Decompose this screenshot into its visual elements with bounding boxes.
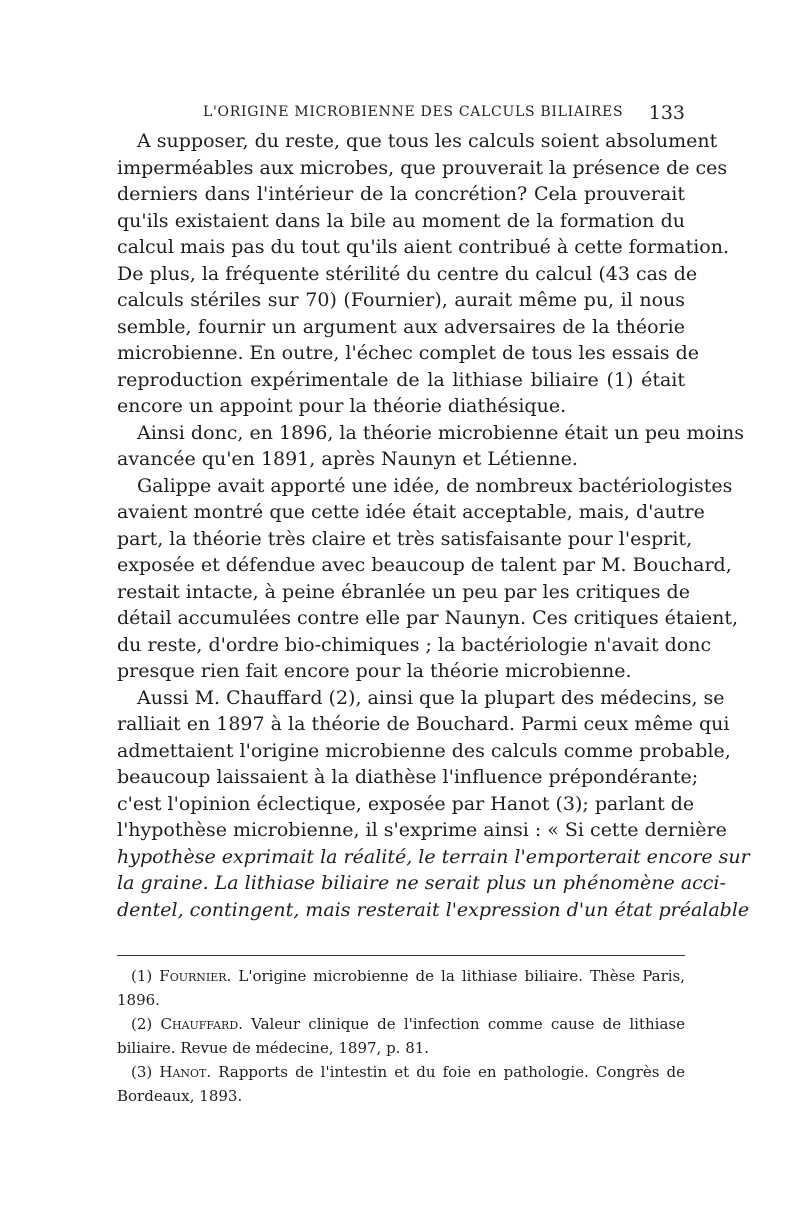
running-head	[117, 102, 685, 128]
footnotes	[117, 964, 685, 1108]
footnote-author: Hanot	[159, 1063, 207, 1081]
footnote-continuation: Bordeaux, 1893.	[117, 1087, 243, 1105]
text-line: la graine. La lithiase biliaire ne serait plus un phénomène acci-	[117, 872, 726, 894]
footnote-text: . Rapports de l'intestin et du foie en pathologie. Congrès de	[206, 1063, 685, 1081]
text-line: qu'ils existaient dans la bile au moment de la formation du	[117, 209, 685, 232]
text-line: admettaient l'origine microbienne des calculs comme probable,	[117, 739, 731, 762]
text-line: Galippe avait apporté une idée, de nombreux bactériologistes	[137, 474, 733, 497]
text-line: c'est l'opinion éclectique, exposée par Hanot (3); parlant de	[117, 792, 695, 815]
text-line: microbienne. En outre, l'échec complet de tous les essais de	[117, 342, 700, 364]
text-line: hypothèse exprimait la réalité, le terrain l'emporterait encore sur	[117, 845, 750, 868]
text-line: beaucoup laissaient à la diathèse l'influence prépondérante;	[117, 766, 699, 788]
page-number: 133	[648, 102, 685, 124]
text-line: restait intacte, à peine ébranlée un peu par les critiques de	[117, 580, 690, 603]
footnote-continuation: 1896.	[117, 991, 160, 1009]
text-line: encore un appoint pour la théorie diathésique.	[117, 395, 567, 417]
running-title: L'ORIGINE MICROBIENNE DES CALCULS BILIAIRES	[203, 104, 624, 120]
text-line: part, la théorie très claire et très satisfaisante pour l'esprit,	[117, 527, 693, 550]
text-line: calcul mais pas du tout qu'ils aient contribué à cette formation.	[117, 236, 730, 258]
text-line: ralliait en 1897 à la théorie de Bouchard. Parmi ceux même qui	[117, 713, 730, 735]
text-line: calculs stériles sur 70) (Fournier), aurait même pu, il nous	[117, 289, 685, 311]
text-line: exposée et défendue avec beaucoup de talent par M. Bouchard,	[117, 554, 732, 576]
text-line: De plus, la fréquente stérilité du centre du calcul (43 cas de	[117, 262, 698, 285]
footnote-author: Chauffard	[160, 1015, 239, 1033]
footnote-number: (2)	[131, 1015, 153, 1033]
footnote-number: (3)	[131, 1063, 153, 1081]
footnote-1	[117, 964, 685, 988]
text-line: reproduction expérimentale de la lithiase biliaire (1) était	[117, 368, 685, 391]
text-line: dentel, contingent, mais resterait l'expression d'un état préalable	[117, 898, 750, 921]
text-line: détail accumulées contre elle par Naunyn. Ces critiques étaient,	[117, 607, 739, 629]
text-line: l'hypothèse microbienne, il s'exprime ainsi : « Si cette dernière	[117, 819, 727, 841]
footnote-number: (1)	[131, 967, 153, 985]
footnote-3	[117, 1060, 685, 1084]
text-line: imperméables aux microbes, que prouverait la présence de ces	[117, 156, 728, 179]
text-line: du reste, d'ordre bio-chimiques ; la bactériologie n'avait donc	[117, 633, 712, 656]
text-line: Aussi M. Chauffard (2), ainsi que la plupart des médecins, se	[137, 686, 725, 709]
footnote-rule	[117, 955, 685, 956]
footnote-text: . Valeur clinique de l'infection comme cause de lithiase	[238, 1015, 685, 1033]
text-line: Ainsi donc, en 1896, la théorie microbienne était un peu moins	[137, 421, 745, 444]
body-text	[117, 128, 750, 923]
text-line: presque rien fait encore pour la théorie microbienne.	[117, 660, 632, 682]
text-line: semble, fournir un argument aux adversaires de la théorie	[117, 315, 685, 338]
footnote-continuation: biliaire. Revue de médecine, 1897, p. 81.	[117, 1039, 430, 1057]
text-line: avaient montré que cette idée était acceptable, mais, d'autre	[117, 501, 705, 523]
text-line: derniers dans l'intérieur de la concrétion? Cela prouverait	[117, 183, 685, 205]
footnote-author: Fournier	[159, 967, 227, 985]
text-line: avancée qu'en 1891, après Naunyn et Létienne.	[117, 448, 578, 470]
footnote-text: . L'origine microbienne de la lithiase biliaire. Thèse Paris,	[226, 967, 685, 985]
text-line: A supposer, du reste, que tous les calculs soient absolument	[137, 130, 718, 152]
footnote-2	[117, 1012, 685, 1036]
